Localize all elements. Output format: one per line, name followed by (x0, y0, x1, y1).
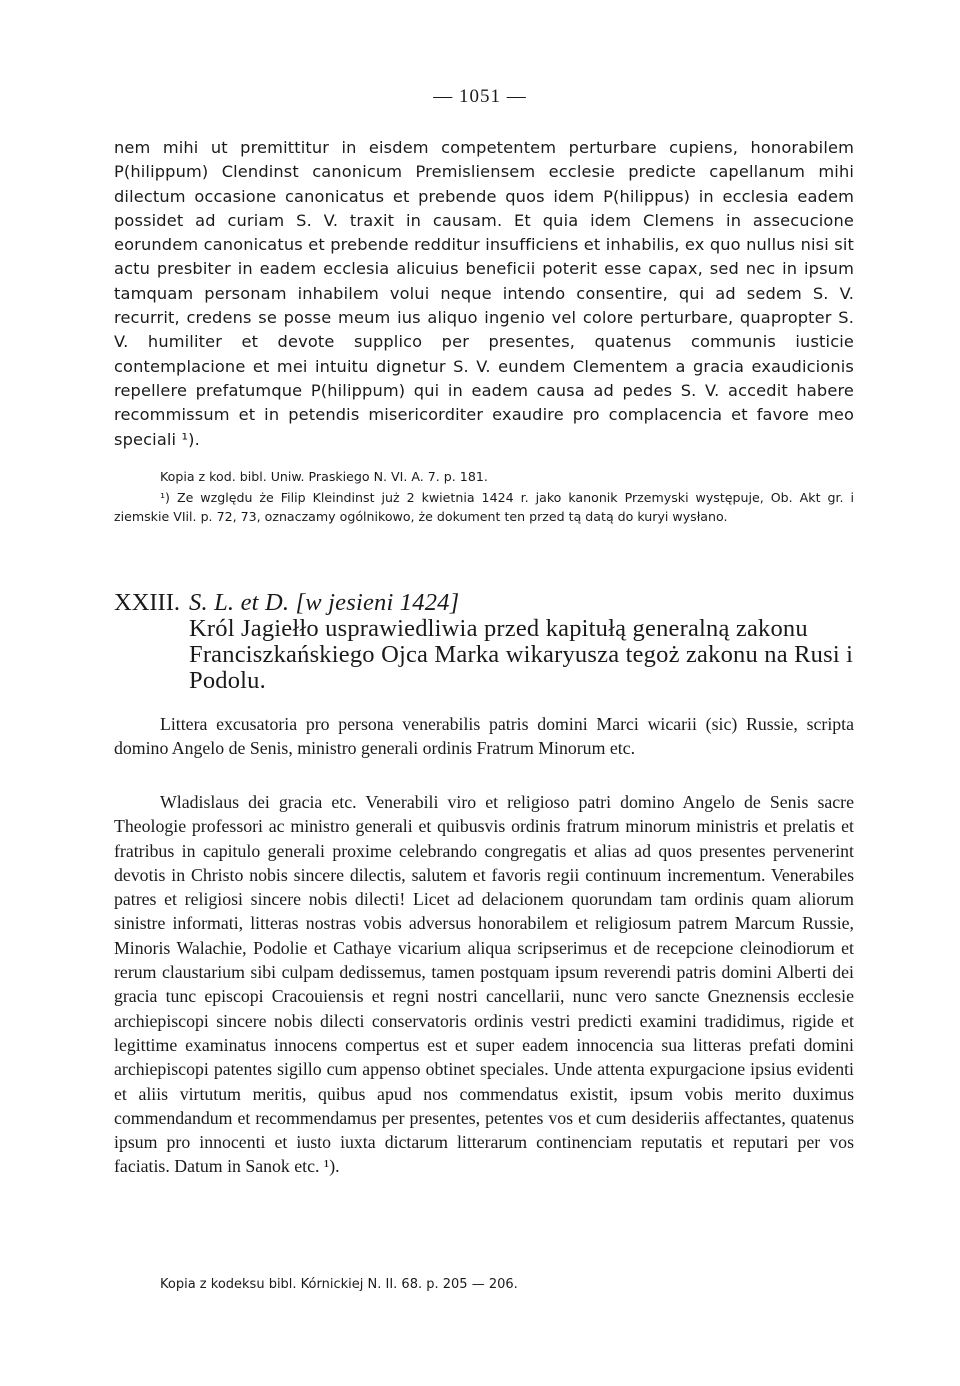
first-document-source: Kopia z kod. bibl. Uniw. Praskiego N. VI. A. 7. p. 181. (160, 469, 488, 484)
first-document-source-block (114, 468, 854, 487)
second-document-text: Wladislaus dei gracia etc. Venerabili viro et religioso patri domino Angelo de Senis sacre Theologie professori ac ministro generali et quibusvis ordinis fratrum minorum ministris et prelatis et fratribus in capitulo generali proxime celebrando congregatis et alias ad quos presentes pervenerint devotis in Christo nobis sincere dilectis, salutem et favoris regii continuum incrementum. Venerabiles patres et religiosi sincere nobis dilecti! Licet ad delacionem quorundam tam ordinis quam aliorum sinistre informati, litteras nostras vobis adversus honorabilem et religiosum patrem Marcum Russie, Minoris Walachie, Podolie et Cathaye vicarium aliqua scripserimus et de recepcione cleinodiorum et rerum claustarium sibi culpam dedissemus, tamen postquam ipsum reverendi patris domini Alberti dei gracia tunc episcopi Cracouiensis et regni nostri cancellarii, nunc vero sancte Gneznensis ecclesie archiepiscopi sincere nobis dilecti conservatoris ordinis vestri predicti examini tradidimus, rigide et legittime examinatus innocens compertus est et super eadem innocencia sua litteras prefati domini archiepiscopi patentes sigillo cum appenso obtinet speciales. Unde attenta expurgacione ipsius evidenti et aliis virtutum meritis, quibus apud nos commendatus existit, ipsum vobis merito duximus commendandum et recommendamus per presentes, petentes vos et cum desideriis affectantes, quatenus ipsum pro innocenti et iusto iuxta dictarum litterarum continenciam reputatis et reputari per vos faciatis. Datum in Sanok etc. ¹). (114, 792, 854, 1177)
document-title-block (189, 590, 869, 694)
second-document-source-block (114, 1276, 854, 1295)
rubric-block (114, 712, 854, 761)
document-description: Król Jagiełło usprawiedliwia przed kapitułą generalną zakonu Franciszkańskiego Ojca Marka wikaryusza tegoż zakonu na Rusi i Podolu. (189, 615, 854, 694)
page-number: — 1051 — (433, 86, 527, 107)
first-document-footnote-block (114, 489, 854, 526)
document-place-date: S. L. et D. [w jesieni 1424] (189, 589, 460, 616)
second-document-text-block (114, 790, 854, 1179)
first-document-text: nem mihi ut premittitur in eisdem competentem perturbare cupiens, honorabilem P(hilippum) Clendinst canonicum Premisliensem ecclesie predicte capellanum mihi dilectum occasione canonicatus et prebende quos idem P(hilippus) in ecclesia eadem possidet ad curiam S. V. traxit in causam. Et quia idem Clemens in assecucione eorundem canonicatus et prebende redditur insufficiens et inhabilis, ex quo nullus nisi sit actu presbiter in eadem ecclesia alicuius beneficii poterit esse capax, sed nec in ipsum tamquam personam inhabilem volui neque intendo consentire, qui ad sedem S. V. recurrit, credens se posse meum ius aliquo ingenio vel colore perturbare, quapropter S. V. humiliter et devote supplico per presentes, quatenus communis iusticie contemplacione et mei intuitu dignetur S. V. eundem Clementem a gracia exaudicionis repellere prefatumque P(hilippum) qui in eadem causa ad pedes S. V. accedit habere recommissum et in petendis misericorditer exaudire pro complacencia et favore meo speciali ¹). (114, 138, 854, 449)
second-document-source: Kopia z kodeksu bibl. Kórnickiej N. II. 68. p. 205 — 206. (160, 1277, 518, 1292)
first-document-text-block (114, 136, 854, 452)
first-document-footnote: ¹) Ze względu że Filip Kleindinst już 2 kwietnia 1424 r. jako kanonik Przemyski występuje, Ob. Akt gr. i ziemskie VIil. p. 72, 73, oznaczamy ogólnikowo, że dokument ten przed tą datą do kuryi wysłano. (114, 490, 854, 524)
document-number: XXIII. (114, 589, 180, 616)
document-rubric: Littera excusatoria pro persona venerabilis patris domini Marci wicarii (sic) Russie, scripta domino Angelo de Senis, ministro generali ordinis Fratrum Minorum etc. (114, 714, 854, 759)
